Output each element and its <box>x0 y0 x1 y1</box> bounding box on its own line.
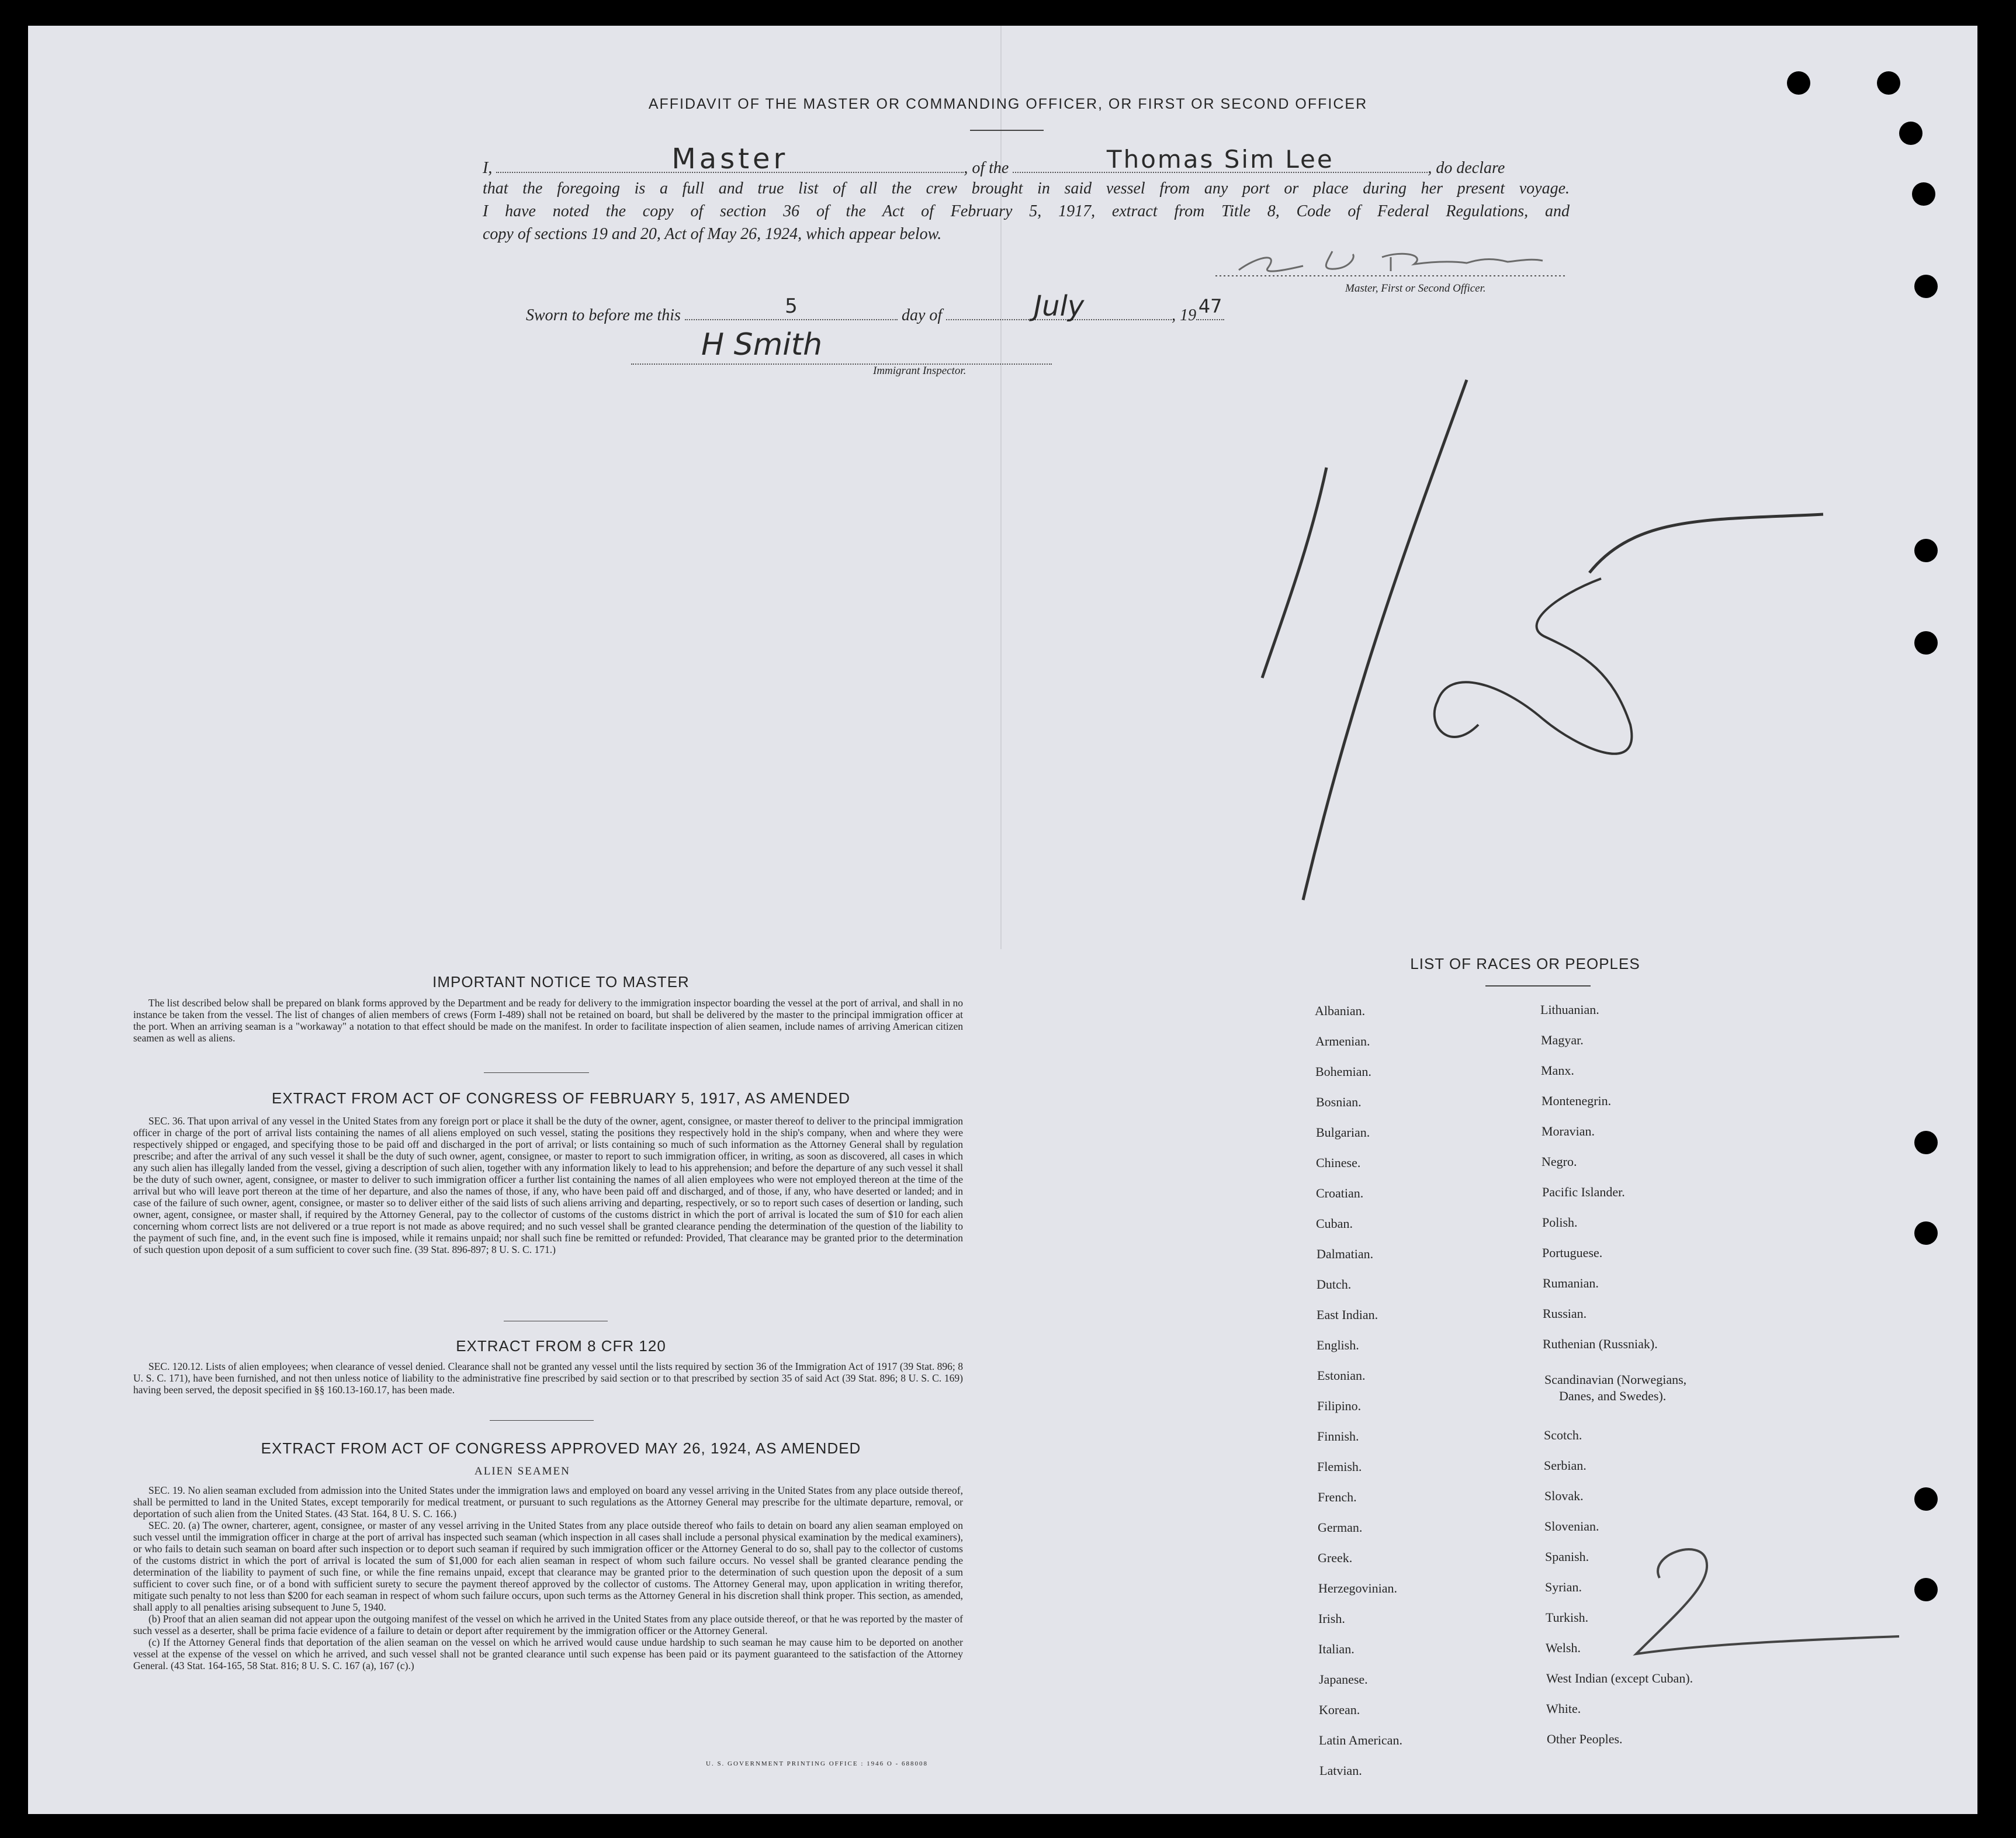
extract-1924-paragraph: (c) If the Attorney General finds that deportation of the alien seaman on the vessel on which he arrived would cause undue hardship to such seaman he may cause him to be deported on another vessel at the expense of the vessel on which he arrived, and such vessel shall not be granted clearance until such expense has been paid or its payment guaranteed to the satisfaction of the Attorney General. (43 Stat. 164-165, 58 Stat. 816; 8 U. S. C. 167 (a), 167 (c).) <box>133 1636 963 1671</box>
extract-cfr-title: EXTRACT FROM 8 CFR 120 <box>456 1337 666 1355</box>
divider <box>490 1420 594 1421</box>
binder-hole <box>1912 182 1935 206</box>
race-item: Irish. <box>1318 1611 1345 1626</box>
vessel-field-value: Thomas Sim Lee <box>1106 145 1334 174</box>
binder-hole <box>1914 275 1938 298</box>
binder-hole <box>1914 1487 1938 1511</box>
race-item: Greek. <box>1318 1550 1353 1565</box>
race-item: German. <box>1318 1520 1363 1535</box>
sworn-line <box>526 290 1344 324</box>
race-item: Japanese. <box>1319 1672 1368 1687</box>
handwritten-mark <box>1227 374 1847 935</box>
notice-text <box>133 997 963 1044</box>
binder-hole <box>1877 71 1900 95</box>
extract-cfr-paragraph: SEC. 120.12. Lists of alien employees; when clearance of vessel denied. Clearance shall not be granted any vessel until the lists required by section 36 of the Immigration Act of 1917 (39 Stat. 896; 8 U. S. C. 171), have been furnished, and not then unless notice of liability to the administrative fine prescribed by said section or to that prescribed by section 35 of said Act (39 Stat. 896; 8 U. S. C. 169) having been served, the deposit specified in §§ 160.13-160.17, has been made. <box>133 1361 963 1396</box>
extract-cfr-text <box>133 1361 963 1396</box>
declaration-of: , of the <box>964 159 1009 177</box>
race-item: Manx. <box>1541 1063 1574 1078</box>
extract-1924-paragraph: SEC. 19. No alien seaman excluded from admission into the United States under the immigration laws and employed on board any vessel arriving in the United States from any place outside thereof, shall be permitted to land in the United States, except temporarily for medical treatment, or pursuant to such regulations as the Attorney General may prescribe for the ultimate departure, removal, or deportation of such alien from the United States. (43 Stat. 164, 8 U. S. C. 166.) <box>133 1484 963 1519</box>
race-item: Pacific Islander. <box>1542 1185 1625 1199</box>
races-title: LIST OF RACES OR PEOPLES <box>1410 955 1640 972</box>
day-field[interactable] <box>685 295 898 320</box>
race-item: Korean. <box>1319 1702 1360 1717</box>
handwritten-number-two <box>1589 1519 1917 1660</box>
race-item: West Indian (except Cuban). <box>1546 1671 1693 1685</box>
notice-paragraph: The list described below shall be prepared on blank forms approved by the Department and be ready for delivery to the immigration inspector boarding the vessel at the port of arrival, and shall in no instance be taken from the vessel. The list of changes of alien members of crews (Form I-489) shall not be retained on board, but shall be delivered by the master to the principal immigration officer at the port. When an arriving seaman is a "workaway" a notation to that effect should be made on the manifest. In order to facilitate inspection of alien seamen, include names of arriving American citizen seamen as well as aliens. <box>133 997 963 1044</box>
month-field[interactable] <box>946 290 1172 323</box>
declaration-line-3: I have noted the copy of section 36 of the Act of February 5, 1917, extract from Title 8, Code of Federal Regulations, and <box>483 202 1570 220</box>
race-item: Herzegovinian. <box>1318 1581 1397 1595</box>
affidavit-title: AFFIDAVIT OF THE MASTER OR COMMANDING OFFICER, OR FIRST OR SECOND OFFICER <box>648 96 1368 112</box>
race-item: Russian. <box>1543 1306 1587 1321</box>
divider <box>484 1072 589 1073</box>
race-item: Bohemian. <box>1315 1064 1371 1079</box>
name-field[interactable] <box>496 143 964 175</box>
extract-1924-title: EXTRACT FROM ACT OF CONGRESS APPROVED MAY 26, 1924, AS AMENDED <box>261 1439 861 1457</box>
race-item: Finnish. <box>1317 1429 1359 1444</box>
race-item: English. <box>1317 1338 1359 1352</box>
master-signature <box>1215 234 1566 281</box>
race-item: Welsh. <box>1546 1640 1581 1655</box>
race-item: Italian. <box>1318 1642 1355 1656</box>
name-field-value: Master <box>671 143 789 175</box>
declaration-i: I, <box>483 159 493 177</box>
binder-hole <box>1914 631 1938 655</box>
binder-hole <box>1914 1221 1938 1245</box>
day-of-label: day of <box>901 306 943 324</box>
vessel-field[interactable] <box>1013 145 1428 174</box>
race-item: Montenegrin. <box>1542 1093 1612 1108</box>
race-item: Cuban. <box>1316 1216 1353 1231</box>
declaration-block <box>483 143 1570 245</box>
race-item: Serbian. <box>1544 1458 1587 1473</box>
declaration-declare: , do declare <box>1428 159 1505 177</box>
race-item: Flemish. <box>1317 1459 1362 1474</box>
extract-1917-text <box>133 1115 963 1255</box>
race-item: Croatian. <box>1316 1186 1364 1200</box>
race-item: Other Peoples. <box>1547 1732 1623 1746</box>
race-item: Spanish. <box>1545 1549 1589 1564</box>
inspector-caption: Immigrant Inspector. <box>873 365 967 377</box>
day-field-value: 5 <box>785 295 798 318</box>
divider <box>970 130 1044 131</box>
race-item: White. <box>1546 1701 1581 1716</box>
race-item: Latvian. <box>1319 1763 1362 1778</box>
binder-hole <box>1914 1578 1938 1601</box>
extract-1924-paragraph: (b) Proof that an alien seaman did not appear upon the outgoing manifest of the vessel on which he arrived in the United States from any place outside thereof, or that he was reported by the master of such vessel as a deserter, shall be prima facie evidence of a failure to detain or deport after requirement by the immigration officer or the Attorney General. <box>133 1613 963 1636</box>
race-item: Lithuanian. <box>1540 1002 1599 1017</box>
binder-hole <box>1899 122 1923 145</box>
alien-seamen-subtitle: ALIEN SEAMEN <box>474 1465 570 1477</box>
race-item: Slovak. <box>1544 1489 1584 1503</box>
binder-hole <box>1787 71 1810 95</box>
race-item: Moravian. <box>1542 1124 1595 1138</box>
year-field[interactable] <box>1196 295 1224 320</box>
divider <box>1485 985 1591 987</box>
sworn-label: Sworn to before me this <box>526 306 681 324</box>
race-item: Bosnian. <box>1316 1095 1362 1109</box>
race-item: Estonian. <box>1317 1368 1366 1383</box>
race-item: Magyar. <box>1541 1033 1584 1047</box>
year-prefix: , 19 <box>1172 306 1197 324</box>
year-field-value: 47 <box>1198 295 1222 317</box>
inspector-signature: H Smith <box>701 327 823 362</box>
race-item: Ruthenian (Russniak). <box>1543 1337 1658 1351</box>
race-item: Portuguese. <box>1542 1245 1603 1260</box>
race-item: Syrian. <box>1545 1580 1582 1594</box>
race-item: Latin American. <box>1319 1733 1402 1747</box>
race-item: Scotch. <box>1544 1428 1582 1442</box>
month-field-value: July <box>1034 290 1085 323</box>
declaration-line-1 <box>483 143 1570 177</box>
race-item: Negro. <box>1542 1154 1577 1169</box>
notice-title: IMPORTANT NOTICE TO MASTER <box>432 973 690 991</box>
race-item: Turkish. <box>1546 1610 1589 1625</box>
extract-1924-text <box>133 1484 963 1671</box>
declaration-line-4: copy of sections 19 and 20, Act of May 26, 1924, which appear below. <box>483 225 942 243</box>
race-item: Dutch. <box>1317 1277 1352 1292</box>
master-caption: Master, First or Second Officer. <box>1345 282 1486 295</box>
declaration-line-2: that the foregoing is a full and true list of all the crew brought in said vessel from any port or place during her present voyage. <box>483 179 1570 198</box>
extract-1917-title: EXTRACT FROM ACT OF CONGRESS OF FEBRUARY 5, 1917, AS AMENDED <box>272 1089 850 1107</box>
printing-office-footer: U. S. GOVERNMENT PRINTING OFFICE : 1946 O - 688008 <box>706 1760 929 1767</box>
race-item: Chinese. <box>1316 1155 1361 1170</box>
extract-1924-paragraph: SEC. 20. (a) The owner, charterer, agent, consignee, or master of any vessel arriving in the United States from any place outside thereof who fails to detain on board any alien seaman employed on such vessel until the immigration officer in charge at the port of arrival has inspected such seaman (which inspection in all cases shall include a personal physical examination by the medical examiners), or who fails to detain such seaman on board after such inspection or to deport such seaman if required by such immigration officer or the Attorney General to do so, shall pay to the collector of customs of the customs district in which the port of arrival is located the sum of $1,000 for each alien seaman in respect of whom such failure occurs. No vessel shall be granted clearance pending the determination of the liability to payment of such fine, or while the fine remains unpaid, except that clearance may be granted prior to the determination of such question upon the deposit of a sum sufficient to cover such fine, or of a bond with sufficient surety to secure the payment thereof approved by the collector of customs. The Attorney General may, upon application in writing therefor, mitigate such penalty to not less than $200 for each seaman in respect of whom such failure occurs, upon such terms as the Attorney General in his discretion shall think proper. This section, as amended, shall apply to all penalties arising subsequent to June 5, 1940. <box>133 1519 963 1613</box>
binder-hole <box>1914 1131 1938 1154</box>
race-item: Polish. <box>1542 1215 1578 1230</box>
race-item: Rumanian. <box>1543 1276 1599 1290</box>
binder-hole <box>1914 539 1938 562</box>
race-item: French. <box>1318 1490 1357 1504</box>
inspector-signature-line[interactable] <box>631 327 1052 365</box>
race-item: Danes, and Swedes). <box>1559 1389 1667 1403</box>
race-item: Bulgarian. <box>1316 1125 1370 1140</box>
race-item: Scandinavian (Norwegians, <box>1544 1372 1687 1387</box>
extract-1917-paragraph: SEC. 36. That upon arrival of any vessel in the United States from any foreign port or place it shall be the duty of the owner, agent, consignee, or master thereof to deliver to the principal immigration officer in charge of the port of arrival lists containing the names of all aliens employed on such vessel, stating the positions they respectively hold in the ship's company, when and where they were respectively shipped or engaged, and specifying those to be paid off and discharged in the port of arrival; or lists containing so much of such information as the Attorney General shall by regulation prescribe; and after the arrival of any such vessel it shall be the duty of such owner, agent, consignee, or master to report to such immigration officer, in writing, as soon as discovered, all cases in which any such alien has illegally landed from the vessel, giving a description of such alien, together with any information likely to lead to his apprehension; and before the departure of any such vessel it shall be the duty of such owner, agent, consignee, or master to deliver to such immigration officer a further list containing the names of all alien employees who were not employed thereon at the time of the arrival but who will leave port thereon at the time of her departure, and also the names of those, if any, who have been paid off and discharged, and of those, if any, who have deserted or landed; and in case of the failure of such owner, agent, consignee, or master so to deliver either of the said lists of such aliens arriving and departing, respectively, or so to report such cases of desertion or landing, such owner, agent, consignee, or master shall, if required by the Attorney General, pay to the collector of customs of the customs district in which the port of arrival is located the sum of $10 for each alien concerning whom correct lists are not delivered or a true report is not made as above required; and no such vessel shall be granted clearance pending the determination of the question of the liability to the payment of such fine, and, in the event such fine is imposed, while it remains unpaid; nor shall such fine be remitted or refunded: Provided, That clearance may be granted prior to the determination of such question upon deposit of a sum sufficient to cover such fine. (39 Stat. 896-897; 8 U. S. C. 171.) <box>133 1115 963 1255</box>
race-item: Armenian. <box>1315 1034 1370 1048</box>
race-item: Filipino. <box>1317 1399 1362 1413</box>
race-item: Dalmatian. <box>1317 1247 1374 1261</box>
race-item: Albanian. <box>1315 1003 1366 1018</box>
race-item: Slovenian. <box>1544 1519 1599 1534</box>
race-item: East Indian. <box>1317 1307 1378 1322</box>
